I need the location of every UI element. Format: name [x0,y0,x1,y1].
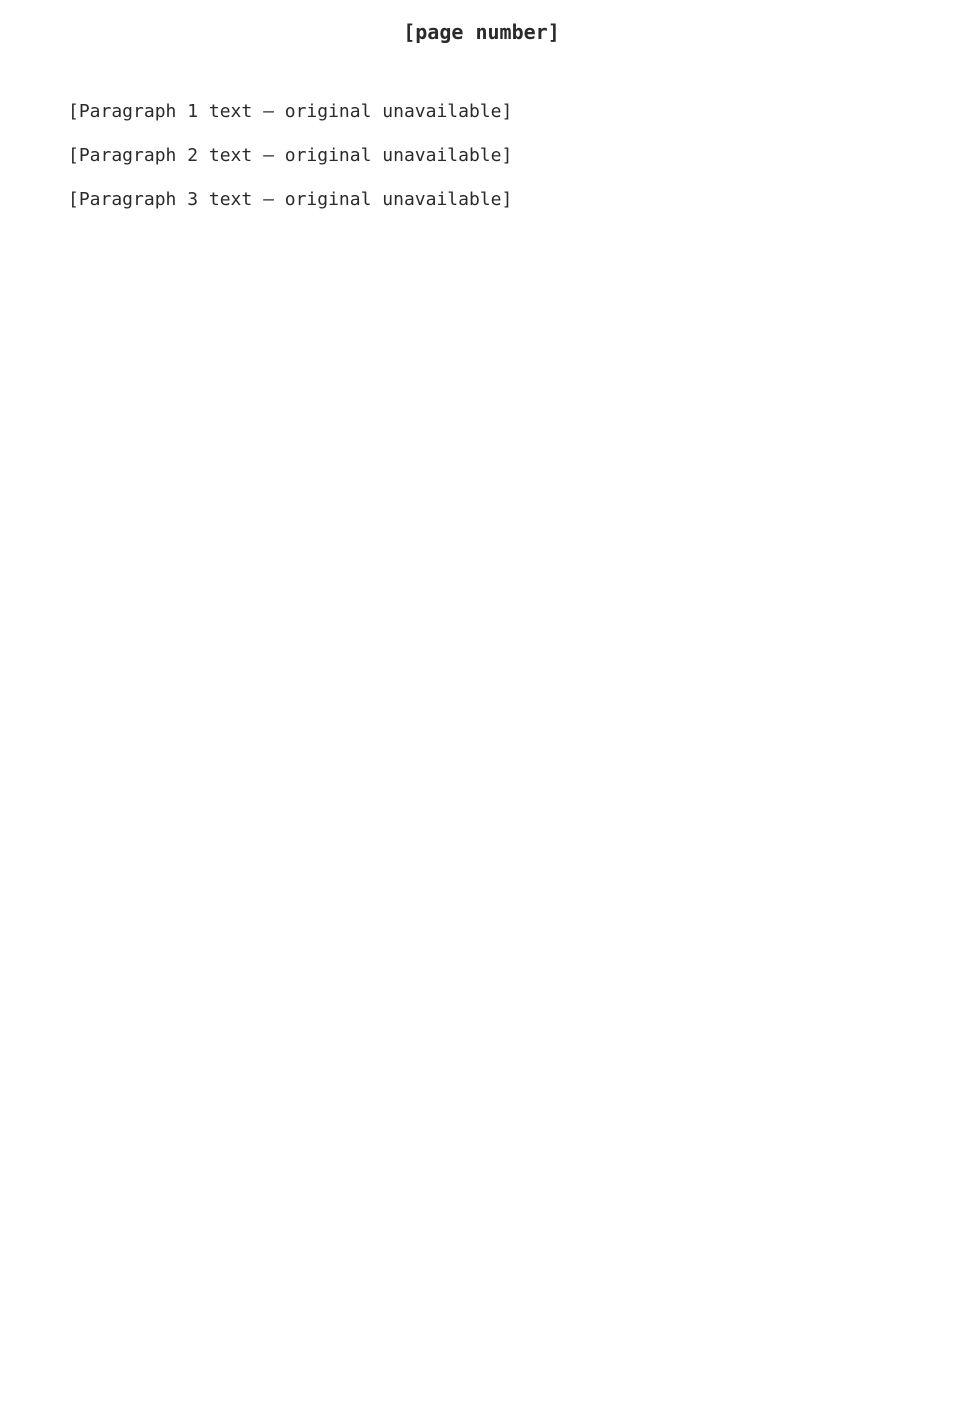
body-text [68,90,895,222]
page-number: [page number] [403,20,560,44]
paragraph-1: [Paragraph 1 text — original unavailable] [68,101,513,122]
paragraph-3: [Paragraph 3 text — original unavailable] [68,189,513,210]
paragraph-2: [Paragraph 2 text — original unavailable] [68,145,513,166]
